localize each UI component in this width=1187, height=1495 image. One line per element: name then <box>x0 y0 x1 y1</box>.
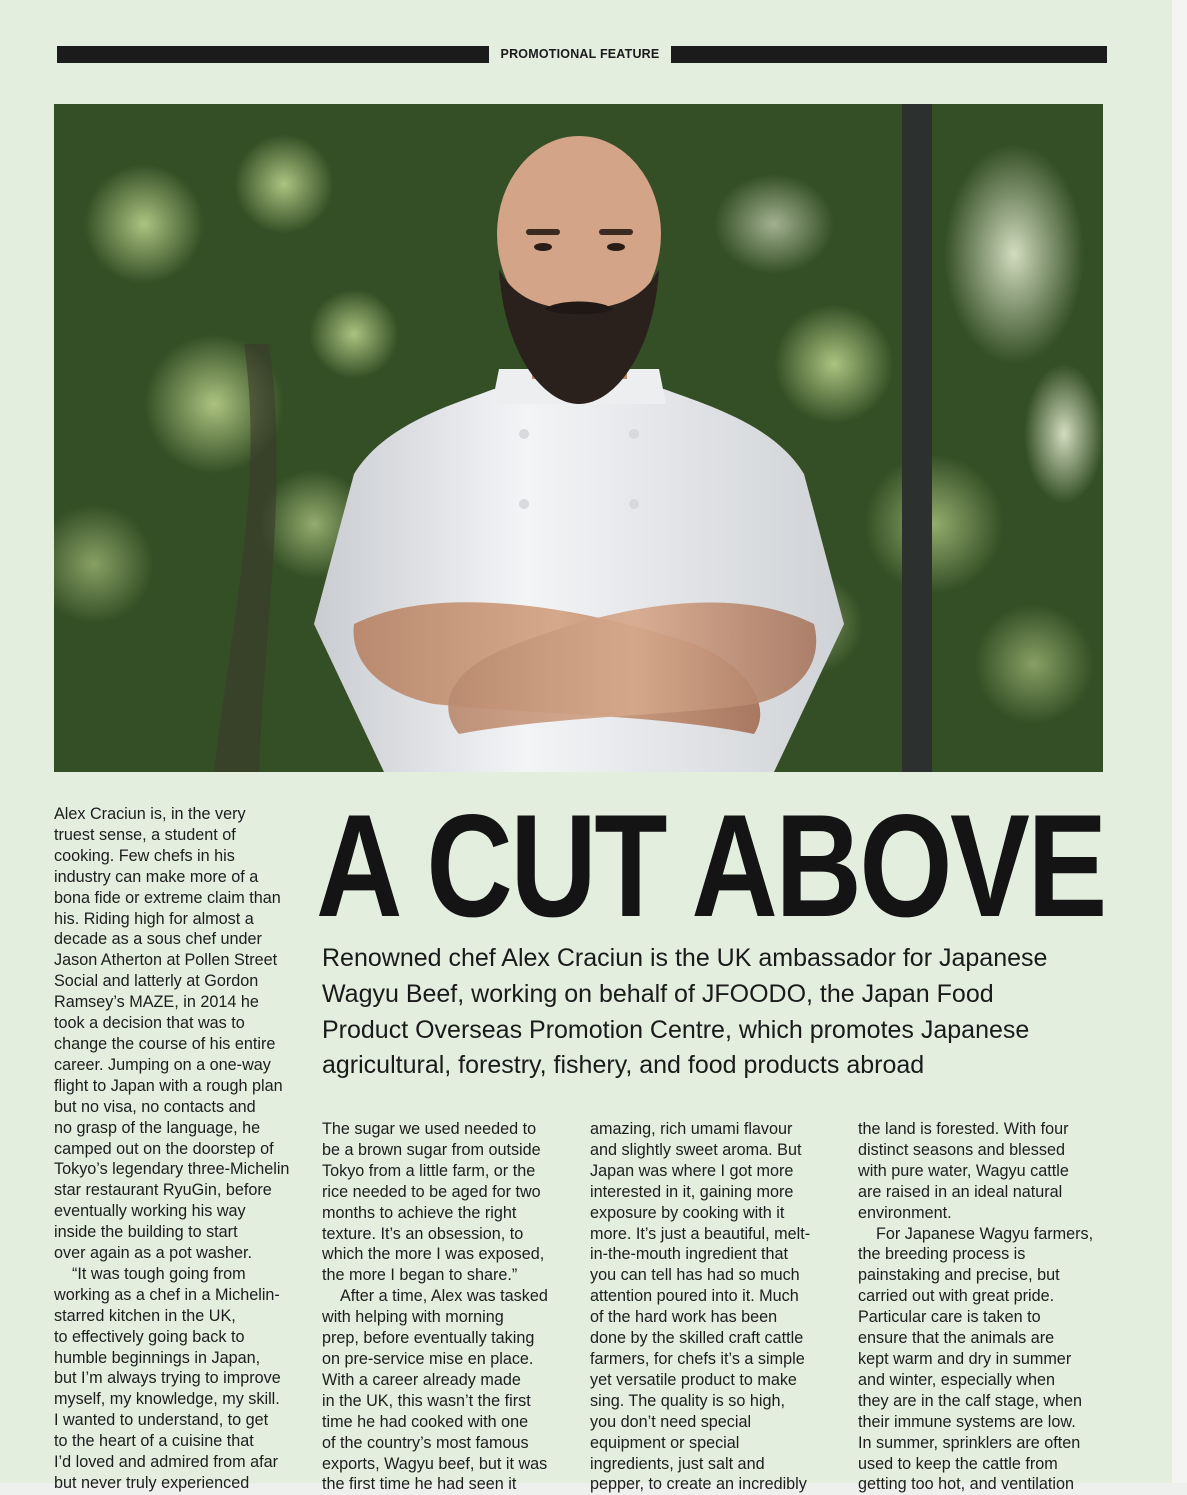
body-line: distinct seasons and blessed <box>858 1140 1065 1159</box>
body-line: are raised in an ideal natural <box>858 1182 1063 1201</box>
body-line: painstaking and precise, but <box>858 1266 1060 1285</box>
body-line: cooking. Few chefs in his <box>54 846 235 865</box>
body-line: Japan was where I got more <box>590 1161 794 1180</box>
body-line: but no visa, no contacts and <box>54 1097 256 1116</box>
body-line: pepper, to create an incredibly <box>590 1475 807 1494</box>
body-line: I wanted to understand, to get <box>54 1411 269 1430</box>
article-headline: A CUT ABOVE <box>316 784 1105 947</box>
body-line: carried out with great pride. <box>858 1287 1055 1306</box>
body-line: star restaurant RyuGin, before <box>54 1181 272 1200</box>
body-line: environment. <box>858 1203 952 1222</box>
body-line: After a time, Alex was tasked <box>340 1287 548 1306</box>
article-column-2 <box>322 1119 566 1495</box>
body-line: For Japanese Wagyu farmers, <box>876 1224 1094 1243</box>
body-line: of the country’s most famous <box>322 1433 529 1452</box>
body-line: with pure water, Wagyu cattle <box>858 1161 1069 1180</box>
body-line: no grasp of the language, he <box>54 1118 261 1137</box>
article-column-1 <box>54 804 304 1494</box>
article-column-4 <box>858 1119 1110 1495</box>
body-line: the land is forested. With four <box>858 1120 1069 1138</box>
body-line: equipment or special <box>590 1433 740 1452</box>
banner-label: PROMOTIONAL FEATURE <box>500 47 660 61</box>
body-line: amazing, rich umami flavour <box>590 1120 793 1138</box>
body-line: time he had cooked with one <box>322 1412 529 1431</box>
body-line: you don’t need special <box>590 1412 752 1431</box>
body-line: Tokyo from a little farm, or the <box>322 1161 536 1180</box>
body-line: the breeding process is <box>858 1245 1026 1264</box>
body-line: with helping with morning <box>322 1308 504 1327</box>
body-line: months to achieve the right <box>322 1203 517 1222</box>
body-line: ensure that the animals are <box>858 1329 1055 1348</box>
body-line: exports, Wagyu beef, but it was <box>322 1454 548 1473</box>
body-line: kept warm and dry in summer <box>858 1349 1072 1368</box>
standfirst-line: Product Overseas Promotion Centre, which promotes Japanese <box>322 1015 1030 1044</box>
body-line: sing. The quality is so high, <box>590 1391 785 1410</box>
body-line: the more I began to share.” <box>322 1266 518 1285</box>
body-line: flight to Japan with a rough plan <box>54 1076 283 1095</box>
chef-photo <box>54 104 1103 772</box>
body-line: eventually working his way <box>54 1202 246 1221</box>
body-line: and winter, especially when <box>858 1370 1056 1389</box>
body-line: myself, my knowledge, my skill. <box>54 1390 280 1409</box>
body-line: be a brown sugar from outside <box>322 1140 541 1159</box>
body-line: prep, before eventually taking <box>322 1329 535 1348</box>
body-line: used to keep the cattle from <box>858 1454 1058 1473</box>
promotional-banner <box>57 46 1107 63</box>
body-line: Social and latterly at Gordon <box>54 972 259 991</box>
body-line: career. Jumping on a one-way <box>54 1055 271 1074</box>
article-standfirst <box>322 941 1122 1084</box>
body-line: exposure by cooking with it <box>590 1203 785 1222</box>
body-line: camped out on the doorstep of <box>54 1139 274 1158</box>
body-line: Ramsey’s MAZE, in 2014 he <box>54 993 259 1012</box>
body-line: Jason Atherton at Pollen Street <box>54 951 278 970</box>
body-line: done by the skilled craft cattle <box>590 1329 804 1348</box>
body-line: to effectively going back to <box>54 1327 245 1346</box>
chef-portrait-image <box>54 104 1103 772</box>
body-line: attention poured into it. Much <box>590 1287 799 1306</box>
body-line: getting too hot, and ventilation <box>858 1475 1074 1494</box>
body-line: With a career already made <box>322 1370 521 1389</box>
body-line: Particular care is taken to <box>858 1308 1041 1327</box>
standfirst-line: Renowned chef Alex Craciun is the UK ambassador for Japanese <box>322 944 1048 972</box>
body-line: over again as a pot washer. <box>54 1244 252 1263</box>
body-line: industry can make more of a <box>54 867 259 886</box>
body-line: which the more I was exposed, <box>322 1245 545 1264</box>
body-line: ingredients, just salt and <box>590 1454 765 1473</box>
body-line: Alex Craciun is, in the very <box>54 805 246 823</box>
body-line: starred kitchen in the UK, <box>54 1306 236 1325</box>
body-line: in the UK, this wasn’t the first <box>322 1391 531 1410</box>
body-line: decade as a sous chef under <box>54 930 262 949</box>
body-line: but I’m always trying to improve <box>54 1369 281 1388</box>
body-line: they are in the calf stage, when <box>858 1391 1083 1410</box>
body-line: “It was tough going from <box>72 1264 246 1283</box>
body-line: on pre-service mise en place. <box>322 1349 534 1368</box>
body-line: bona fide or extreme claim than <box>54 888 281 907</box>
body-line: interested in it, gaining more <box>590 1182 794 1201</box>
body-line: farmers, for chefs it’s a simple <box>590 1349 805 1368</box>
standfirst-line: Wagyu Beef, working on behalf of JFOODO, the Japan Food <box>322 979 994 1008</box>
body-line: inside the building to start <box>54 1223 238 1242</box>
body-line: more. It’s just a beautiful, melt- <box>590 1224 811 1243</box>
body-line: texture. It’s an obsession, to <box>322 1224 524 1243</box>
body-line: humble beginnings in Japan, <box>54 1348 261 1367</box>
body-line: but never truly experienced <box>54 1474 250 1492</box>
body-line: change the course of his entire <box>54 1034 276 1053</box>
body-line: Tokyo’s legendary three-Michelin <box>54 1160 290 1179</box>
body-line: I’d loved and admired from afar <box>54 1453 279 1472</box>
body-line: took a decision that was to <box>54 1014 245 1033</box>
article-column-3 <box>590 1119 838 1495</box>
body-line: and slightly sweet aroma. But <box>590 1140 802 1159</box>
page-edge <box>1172 0 1187 1483</box>
body-line: In summer, sprinklers are often <box>858 1433 1081 1452</box>
body-line: to the heart of a cuisine that <box>54 1432 254 1451</box>
body-line: of the hard work has been <box>590 1308 778 1327</box>
body-line: truest sense, a student of <box>54 825 236 844</box>
banner-rule-left <box>57 46 489 63</box>
body-line: the first time he had seen it <box>322 1475 517 1494</box>
body-line: their immune systems are low. <box>858 1412 1076 1431</box>
body-line: you can tell has had so much <box>590 1266 800 1285</box>
banner-rule-right <box>671 46 1107 63</box>
body-line: yet versatile product to make <box>590 1370 797 1389</box>
body-line: in-the-mouth ingredient that <box>590 1245 788 1264</box>
body-line: working as a chef in a Michelin- <box>54 1285 280 1304</box>
body-line: his. Riding high for almost a <box>54 909 254 928</box>
body-line: rice needed to be aged for two <box>322 1182 541 1201</box>
standfirst-line: agricultural, forestry, fishery, and food products abroad <box>322 1051 925 1080</box>
body-line: The sugar we used needed to <box>322 1120 537 1138</box>
